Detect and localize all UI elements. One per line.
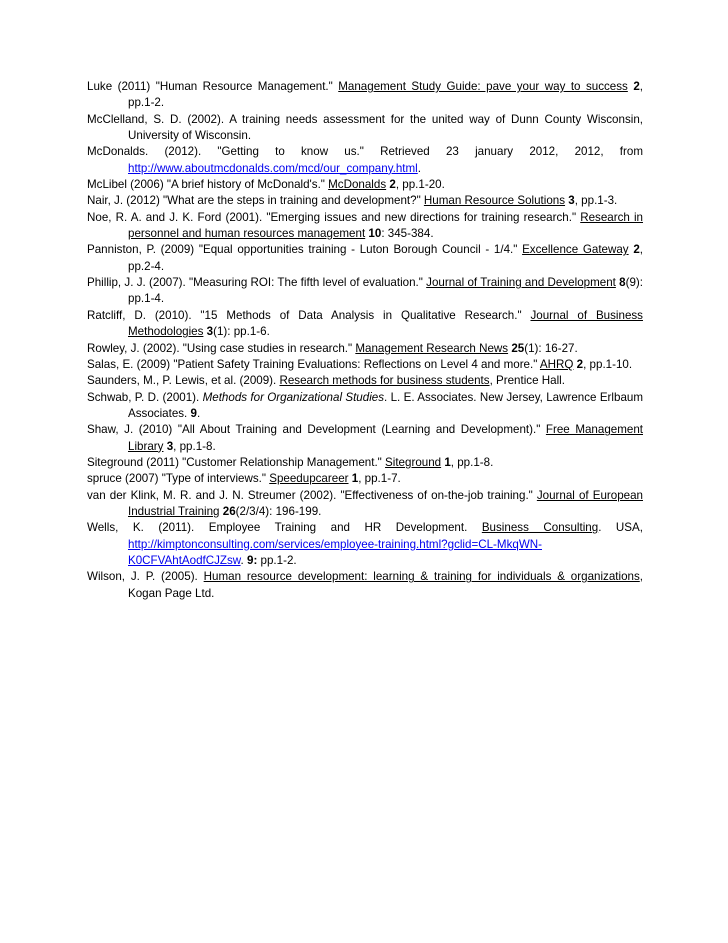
reference-entry <box>87 390 643 423</box>
reference-text: : 345-384. <box>381 227 434 241</box>
reference-text: Phillip, J. J. (2007). "Measuring ROI: The fifth level of evaluation." <box>87 276 427 290</box>
reference-entry <box>87 112 643 145</box>
reference-text: (9): pp.1-4. <box>128 276 643 306</box>
reference-entry <box>87 422 643 455</box>
reference-text: McClelland, S. D. (2002). A training needs assessment for the united way of Dunn County Wisconsin, University of Wisconsin. <box>87 112 643 143</box>
reference-entry <box>87 144 643 177</box>
reference-entry <box>87 520 643 569</box>
reference-entry <box>87 242 643 275</box>
reference-text: Schwab, P. D. (2001). <box>87 390 203 404</box>
volume-number: 2 <box>633 80 640 93</box>
source-title: Management Study Guide: pave your way to success <box>338 80 628 93</box>
reference-text: McDonalds. (2012). "Getting to know us." Retrieved 23 january 2012, 2012, from <box>87 145 643 159</box>
reference-text: (1): pp.1-6. <box>213 325 270 339</box>
reference-text: Wilson, J. P. (2005). <box>87 570 204 584</box>
volume-number: 1 <box>351 472 359 486</box>
reference-text: . <box>196 406 201 420</box>
reference-text: , pp.1-8. <box>450 455 494 469</box>
reference-text: . <box>240 553 247 567</box>
reference-text: , pp.1-3. <box>574 194 618 208</box>
source-title: Speedupcareer <box>269 472 349 486</box>
reference-entry <box>87 373 643 389</box>
volume-number: 2 <box>633 243 640 257</box>
reference-text: Shaw, J. (2010) "All About Training and Development (Learning and Development)." <box>87 423 546 437</box>
reference-text: Rowley, J. (2002). "Using case studies in research." <box>87 341 356 355</box>
reference-entry <box>87 79 643 112</box>
reference-text: , Kogan Page Ltd. <box>128 570 644 600</box>
source-title: Management Research News <box>355 341 509 355</box>
reference-text: van der Klink, M. R. and J. N. Streumer (2002). "Effectiveness of on-the-job training." <box>87 488 537 502</box>
reference-text: Panniston, P. (2009) "Equal opportunities training - Luton Borough Council - 1/4." <box>87 243 523 257</box>
reference-entry <box>87 488 643 521</box>
reference-text: Wells, K. (2011). Employee Training and HR Development. <box>87 521 482 535</box>
reference-text: , pp.1-8. <box>173 439 216 453</box>
volume-number: 3 <box>568 194 575 208</box>
reference-url-link[interactable]: http://www.aboutmcdonalds.com/mcd/our_company.html <box>128 161 418 175</box>
volume-number: 1 <box>444 455 451 469</box>
reference-text: spruce (2007) "Type of interviews." <box>87 472 270 486</box>
reference-text: , pp.2-4. <box>128 243 644 273</box>
reference-entry <box>87 210 643 243</box>
source-title: Journal of European Industrial Training <box>128 488 643 518</box>
volume-number: 8 <box>619 276 626 290</box>
reference-entry <box>87 177 643 193</box>
volume-number: 26 <box>222 504 236 518</box>
volume-number: 10 <box>368 227 382 241</box>
reference-entry <box>87 455 643 471</box>
reference-entry <box>87 341 643 357</box>
reference-entry <box>87 471 643 487</box>
reference-url-link[interactable]: http://kimptonconsulting.com/services/employee-training.html?gclid=CL-MkqWN-K0CFVAhtAodfCJZsw <box>128 537 542 567</box>
source-title: Siteground <box>385 455 442 469</box>
source-title: Research in personnel and human resources management <box>128 210 643 241</box>
reference-text: , pp.1-2. <box>128 80 643 110</box>
source-title: Research methods for business students <box>279 374 490 388</box>
source-title: Human Resource Solutions <box>423 194 566 208</box>
reference-text: Siteground (2011) "Customer Relationship Management." <box>87 455 386 469</box>
reference-text: Luke (2011) "Human Resource Management." <box>87 80 339 93</box>
reference-text: Nair, J. (2012) "What are the steps in training and development?" <box>87 194 424 208</box>
volume-number: 25 <box>511 341 525 355</box>
source-title: Business Consulting <box>481 521 599 535</box>
source-title: Free Management Library <box>128 423 643 453</box>
volume-number: 3 <box>206 325 214 339</box>
reference-text: . USA, <box>598 521 643 535</box>
reference-text: , pp.1-20. <box>395 178 445 192</box>
reference-text: , Prentice Hall. <box>489 374 565 388</box>
book-title: Methods for Organizational Studies <box>202 390 385 404</box>
volume-number: 9: <box>247 553 258 567</box>
volume-number: 2 <box>389 178 396 192</box>
source-title: Excellence Gateway <box>522 243 629 257</box>
reference-text: (2/3/4): 196-199. <box>235 504 322 518</box>
reference-entry <box>87 275 643 308</box>
reference-text: . L. E. Associates. New Jersey, Lawrence Erlbaum Associates. <box>128 390 643 420</box>
reference-entry <box>87 569 643 602</box>
reference-entry <box>87 357 643 373</box>
reference-text: Ratcliff, D. (2010). "15 Methods of Data Analysis in Qualitative Research." <box>87 308 531 322</box>
reference-text: . <box>417 161 421 175</box>
reference-entry <box>87 308 643 341</box>
source-title: Journal of Training and Development <box>426 276 616 290</box>
reference-text: , pp.1-10. <box>583 357 633 371</box>
reference-entry <box>87 193 643 209</box>
reference-text: Noe, R. A. and J. K. Ford (2001). "Emerging issues and new directions for training research." <box>87 210 581 224</box>
reference-text: Saunders, M., P. Lewis, et al. (2009). <box>87 374 280 388</box>
source-title: AHRQ <box>539 357 574 371</box>
source-title: McDonalds <box>328 178 387 192</box>
reference-text: (1): 16-27. <box>524 341 578 355</box>
source-title: Human resource development: learning & training for individuals & organizations <box>203 570 640 584</box>
reference-text: , pp.1-7. <box>358 472 401 486</box>
source-title: Journal of Business Methodologies <box>128 308 643 339</box>
volume-number: 9 <box>190 406 197 420</box>
reference-text: McLibel (2006) "A brief history of McDonald's." <box>87 178 329 192</box>
volume-number: 2 <box>576 357 584 371</box>
volume-number: 3 <box>166 439 174 453</box>
reference-text: pp.1-2. <box>257 553 297 567</box>
reference-text: Salas, E. (2009) "Patient Safety Training Evaluations: Reflections on Level 4 and more." <box>87 357 540 371</box>
reference-list <box>87 79 643 602</box>
